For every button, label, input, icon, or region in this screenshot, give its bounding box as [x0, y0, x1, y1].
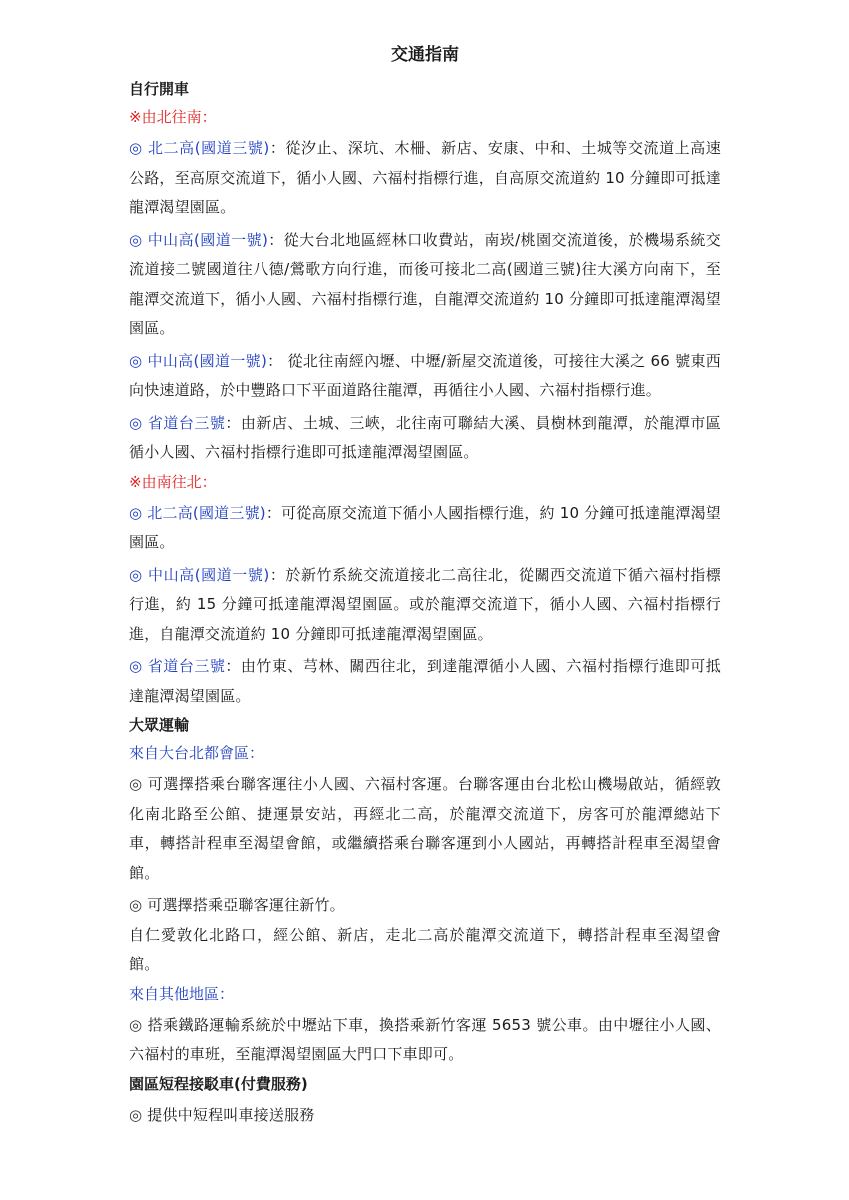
route-text: ：由竹東、芎林、關西往北，到達龍潭循小人國、六福村指標行進即可抵達龍潭渴望園區。	[129, 657, 722, 705]
route-paragraph	[129, 409, 721, 468]
bullet-icon: ◎	[129, 413, 143, 432]
bullet-icon: ◎	[129, 896, 143, 914]
transit-note: 自仁愛敦化北路口，經公館、新店，走北二高於龍潭交流道下，轉搭計程車至渴望會館。	[129, 925, 721, 973]
route-label: 省道台三號	[147, 657, 226, 675]
route-label: 北二高(國道三號)	[147, 503, 266, 522]
route-label: 北二高(國道三號)	[148, 139, 270, 157]
transit-paragraph	[129, 891, 721, 921]
route-paragraph	[129, 561, 721, 650]
route-paragraph	[129, 499, 721, 558]
transit-text: 可選擇搭乘台聯客運往小人國、六福村客運。台聯客運由台北松山機場啟站，循經敦化南北路至公館、捷運景安站，再經北二高，於龍潭交流道下，房客可於龍潭總站下車，轉搭計程車至渴望會館，或繼續搭乘台聯客運到小人國站，再轉搭計程車至渴望會館。	[129, 775, 721, 882]
bullet-icon: ◎	[129, 657, 143, 675]
route-paragraph	[129, 134, 721, 223]
document-page	[129, 38, 721, 1130]
page-title: 交通指南	[391, 45, 459, 65]
route-paragraph	[129, 226, 721, 344]
route-text: ：從汐止、深坑、木柵、新店、安康、中和、土城等交流道上高速公路，至高原交流道下，循小人國、六福村指標行進，自高原交流道約 10 分鐘即可抵達龍潭渴望園區。	[129, 139, 721, 216]
route-text: ： 從北往南經內壢、中壢/新屋交流道後，可接往大溪之 66 號東西向快速道路，於中豐路口下平面道路往龍潭，再循往小人國、六福村指標行進。	[129, 351, 721, 399]
route-text: ：於新竹系統交流道接北二高往北，從關西交流道下循六福村指標行進，約 15 分鐘可抵達龍潭渴望園區。或於龍潭交流道下，循小人國、六福村指標行進，自龍潭交流道約 10 分鐘即可抵達龍潭渴望園區。	[129, 565, 721, 643]
transit-text: 可選擇搭乘亞聯客運往新竹。	[142, 896, 345, 914]
route-label: 中山高(國道一號)	[147, 351, 268, 370]
route-label: 中山高(國道一號)	[147, 230, 269, 249]
route-label: 省道台三號	[147, 413, 226, 432]
section-heading-shuttle: 園區短程接駁車(付費服務)	[129, 1074, 308, 1093]
bullet-icon: ◎	[129, 351, 143, 370]
bullet-icon: ◎	[129, 503, 143, 522]
bullet-icon: ◎	[129, 775, 143, 793]
route-paragraph	[129, 652, 721, 711]
transit-paragraph	[129, 770, 721, 888]
transit-text: 搭乘鐵路運輸系統於中壢站下車，換搭乘新竹客運 5653 號公車。由中壢往小人國、六福村的車班，至龍潭渴望園區大門口下車即可。	[129, 1015, 721, 1063]
route-text: ：從大台北地區經林口收費站，南崁/桃園交流道後，於機場系統交流道接二號國道往八德/鶯歌方向行進，而後可接北二高(國道三號)往大溪方向南下，至龍潭交流道下，循小人國、六福村指標行進，自龍潭交流道約 10 分鐘即可抵達龍潭渴望園區。	[129, 230, 722, 337]
route-paragraph	[129, 347, 721, 406]
route-text: ：可從高原交流道下循小人國指標行進，約 10 分鐘可抵達龍潭渴望園區。	[129, 503, 721, 551]
shuttle-text: 提供中短程叫車接送服務	[142, 1105, 315, 1124]
route-text: ：由新店、土城、三峽，北往南可聯結大溪、員樹林到龍潭，於龍潭市區循小人國、六福村指標行進即可抵達龍潭渴望園區。	[129, 413, 722, 461]
taipei-area-heading: 來自大台北都會區：	[129, 744, 265, 762]
bullet-icon: ◎	[129, 230, 143, 249]
section-heading-public-transit: 大眾運輸	[129, 716, 190, 734]
section-heading-driving: 自行開車	[129, 80, 190, 98]
transit-paragraph	[129, 1011, 721, 1070]
bullet-icon: ◎	[129, 139, 143, 157]
route-label: 中山高(國道一號)	[148, 565, 270, 584]
bullet-icon: ◎	[129, 565, 143, 584]
bullet-icon: ◎	[129, 1105, 143, 1124]
other-area-heading: 來自其他地區：	[129, 984, 235, 1003]
bullet-icon: ◎	[129, 1015, 143, 1034]
shuttle-paragraph	[129, 1101, 721, 1131]
north-to-south-heading: ※由北往南：	[129, 108, 217, 126]
south-to-north-heading: ※由南往北：	[129, 472, 217, 491]
